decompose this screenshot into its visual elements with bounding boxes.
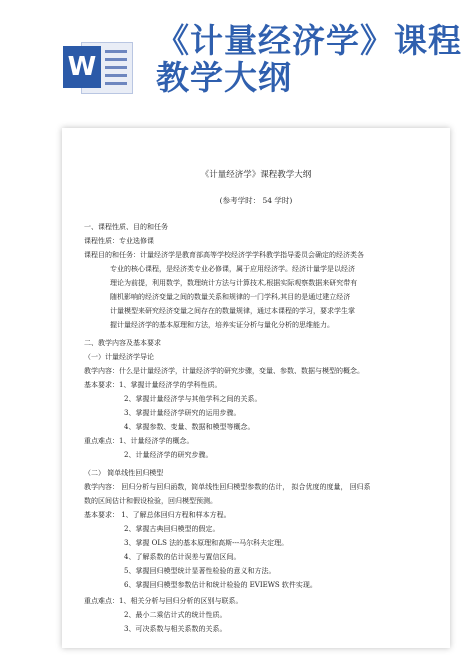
word-logo-badge: W [63, 46, 101, 88]
section-heading: 二、教学内容及基本要求 [84, 339, 161, 347]
text-line: 2、最小二乘估计式的统计性质。 [124, 611, 227, 619]
page-title: 《计量经济学》课程教学大纲 [156, 21, 462, 97]
text-line: 5、掌握回归模型统计显著性检验的意义和方法。 [124, 567, 276, 575]
text-line: 理论为前提，利用数学，数理统计方法与计算技术,根据实际观察数据来研究带有 [110, 279, 358, 287]
text-line: 3、掌握 OLS 法的基本原理和高斯---马尔科夫定理。 [124, 539, 289, 547]
text-line: 2、计量经济学的研究步骤。 [124, 451, 213, 459]
document-page [62, 128, 450, 648]
text-line: 4、掌握参数、变量、数据和模型等概念。 [124, 423, 255, 431]
text-line: 数的区间估计和假设检验，回归模型预测。 [84, 497, 217, 505]
text-line: 课程性质：专业选修课 [84, 237, 154, 245]
text-line: 3、掌握计量经济学研究的运用步骤。 [124, 409, 241, 417]
text-line: 随机影响的经济变量之间的数量关系和规律的一门学科,其目的是通过建立经济 [110, 293, 351, 301]
subsection-heading: （一）计量经济学导论 [84, 353, 154, 361]
text-line: 2、掌握古典回归模型的假定。 [124, 525, 220, 533]
text-line: 重点难点：1、计量经济学的概念。 [84, 437, 194, 445]
text-line: 握计量经济学的基本原理和方法，培养实证分析与量化分析的思维能力。 [110, 321, 334, 329]
text-line: 课程目的和任务：计量经济学是教育部高等学校经济学学科教学指导委员会确定的经济类各 [84, 251, 364, 259]
word-document-icon [63, 36, 133, 98]
text-line: 6、掌握回归模型参数估计和统计检验的 EVIEWS 软件实现。 [124, 581, 317, 589]
text-line: 基本要求： 1、了解总体回归方程和样本方程。 [84, 511, 231, 519]
text-line: 专业的核心课程，是经济类专业必修课，属于应用经济学。经济计量学是以经济 [110, 265, 355, 273]
section-heading: 一、课程性质、目的和任务 [84, 223, 168, 231]
reference-hours: (参考学时： 54 学时) [219, 196, 293, 205]
text-line: 3、可决系数与相关系数的关系。 [124, 625, 227, 633]
text-line: 重点难点：1、相关分析与回归分析的区别与联系。 [84, 597, 243, 605]
document-body [62, 128, 450, 648]
document-title: 《计量经济学》课程教学大纲 [200, 170, 312, 180]
text-line: 教学内容： 回归分析与回归函数，简单线性回归模型参数的估计， 拟合优度的度量， 回归系 [84, 483, 371, 491]
text-line: 4、了解系数的估计误差与置信区间。 [124, 553, 241, 561]
subsection-heading: （二） 简单线性回归模型 [84, 469, 164, 477]
text-line: 2、掌握计量经济学与其他学科之间的关系。 [124, 395, 262, 403]
header-banner [0, 0, 474, 112]
text-line: 教学内容：什么是计量经济学，计量经济学的研究步骤，变量、参数、数据与模型的概念。 [84, 367, 364, 375]
text-line: 计量模型来研究经济变量之间存在的数量规律，通过本课程的学习，要求学生掌 [110, 307, 355, 315]
text-line: 基本要求：1、掌握计量经济学的学科性质。 [84, 381, 222, 389]
